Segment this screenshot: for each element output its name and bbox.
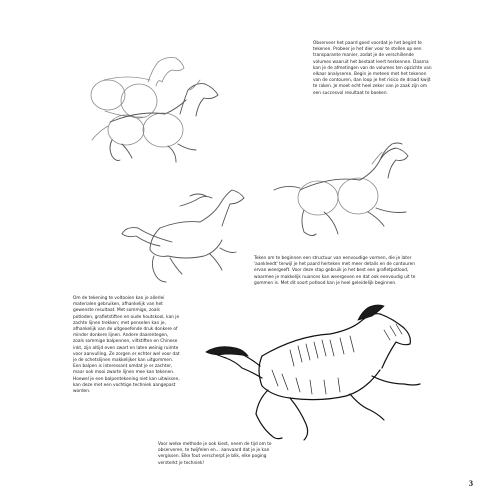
horse-sketch-step-4 bbox=[122, 190, 244, 282]
horse-sketch-step-1 bbox=[91, 58, 184, 119]
materials-paragraph: Om de tekening te voltooien kan je allerlei materialen gebruiken, afhankelijk van het gewenste resultaat. Met sommige, zoals potloden, grafietstiften en oude houtskool, kan je zachte lijnen trekken; met penselen kan je, afhankelijk van de uitgeoefende druk donkere of minder donkere lijnen. Andere daarentegen, zoals sommige balpennen, viltstiften en Chinese inkt, zijn altijd even zwart en laten weinig ruimte voor aanvulling. Ze zorgen er echter wel voor dat je de schetslijnen makkelijker kan uitgommen. Een balpen is interessant omdat je er zachter, maar ook mooi zwarte lijnen mee kan tekenen. Hoewel je een balpentekening niet kan uitwissen, kan deze met een vochtige techniek aangepast worden. bbox=[73, 296, 180, 395]
horse-ink-final bbox=[206, 305, 420, 440]
closing-paragraph: Voor welke methode je ook kiest, neem de tijd om te observeren, te twijfelen en... aanvaard dat je je kan vergissen. Elke fout verscherpt je blik, elke poging versterkt je techniek! bbox=[158, 442, 272, 466]
structure-paragraph: Teken om te beginnen een structuur van eenvoudige vormen, die je later 'aankleedt' terwijl je het paard herteken met meer details en de contouren ervan weergeeft. Voor deze stap gebruik je het best een grafietpotlood, waarmee je makkelijk nuances kan weergeven en dat ook eenvoudig uit te gommen is. Met dit soort potlood kan je heel geleidelijk beginnen. bbox=[254, 256, 416, 286]
horse-sketch-step-2 bbox=[92, 80, 218, 162]
page-number: 3 bbox=[469, 479, 473, 488]
intro-paragraph: Observeer het paard goed voordat je het begint te tekenen. Probeer je het dier voor te stellen op een transparante manier, zodat je de verschillende volumes waaruit het bestaat leert herkennen. Daarna kan je de afmetingen van de volumes ten opzichte van elkaar analyseren. Begin je meteen met het tekenen van de contouren, dan loop je het risico de draad kwijt te raken. Je moet echt heel zeker van je zaak zijn om een succesvol resultaat te boeken. bbox=[313, 41, 432, 96]
horse-sketch-step-3 bbox=[274, 143, 408, 236]
